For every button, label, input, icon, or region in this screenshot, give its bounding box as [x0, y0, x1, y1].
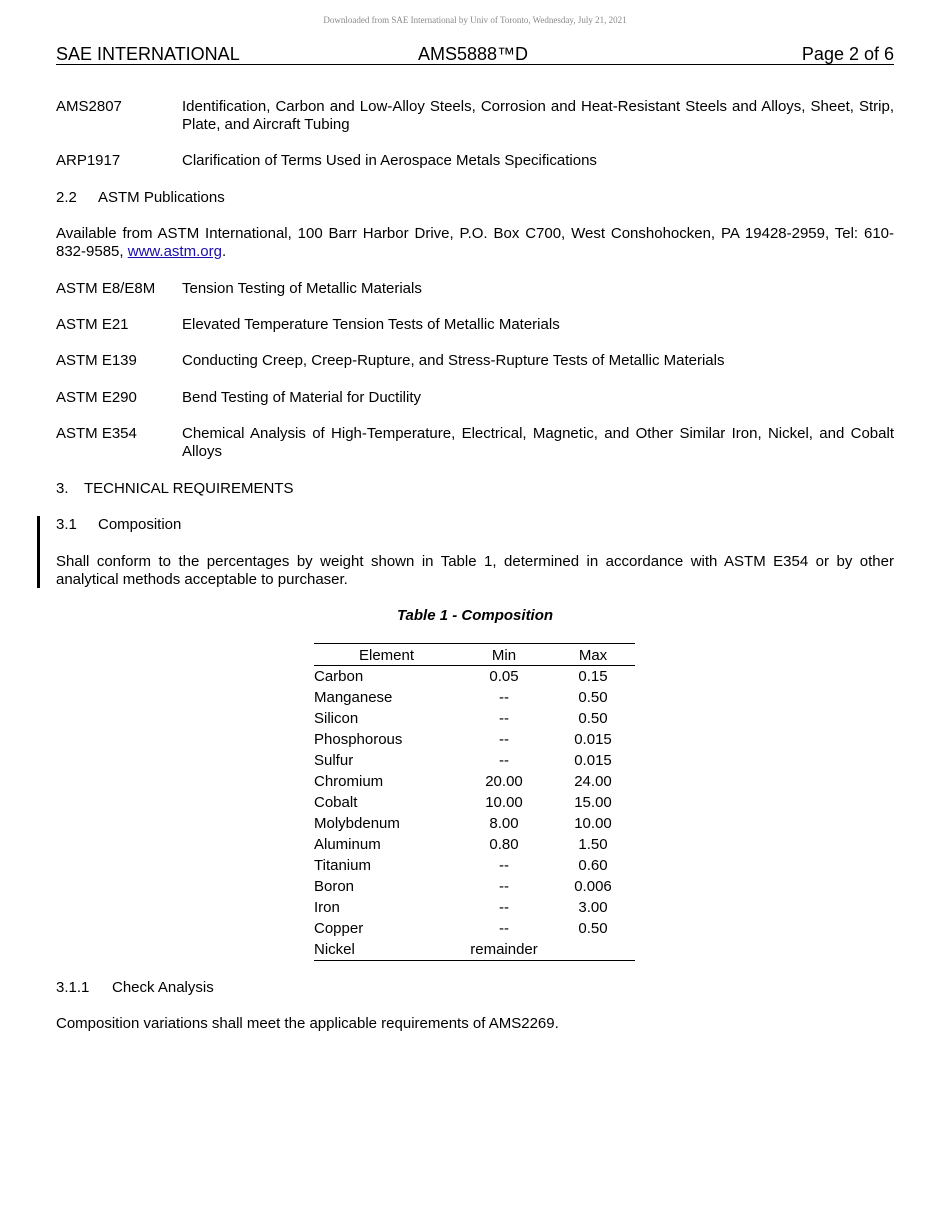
cell-max: 0.50 [578, 689, 608, 706]
table-row [314, 939, 635, 960]
ref-code: ASTM E139 [56, 352, 137, 369]
cell-min: -- [499, 689, 509, 706]
astm-website-link[interactable]: www.astm.org [127, 243, 222, 260]
table-row [314, 750, 635, 771]
cell-max: 0.60 [578, 857, 608, 874]
cell-min: -- [499, 920, 509, 937]
cell-min: -- [499, 752, 509, 769]
cell-element: Titanium [314, 857, 371, 874]
cell-max: 0.50 [578, 710, 608, 727]
ref-code: ARP1917 [56, 152, 121, 169]
table-row [314, 834, 635, 855]
table-header-row [314, 644, 635, 666]
table-caption: Table 1 - Composition [396, 607, 554, 624]
ref-description: Bend Testing of Material for Ductility [182, 389, 421, 406]
cell-min: 0.80 [489, 836, 519, 853]
cell-element: Aluminum [314, 836, 381, 853]
ref-description: Clarification of Terms Used in Aerospace Metals Specifications [182, 152, 597, 169]
cell-max: 1.50 [578, 836, 608, 853]
cell-element: Copper [314, 920, 364, 937]
cell-element: Iron [314, 899, 340, 916]
table-row [314, 918, 635, 939]
cell-min: remainder [470, 941, 538, 958]
section-number: 3. [56, 480, 69, 497]
header-max: Max [578, 647, 608, 664]
table-row [314, 792, 635, 813]
cell-max: 0.015 [574, 752, 612, 769]
table-row [314, 876, 635, 897]
ref-description: Chemical Analysis of High-Temperature, Electrical, Magnetic, and Other Similar Iron, Nickel, and Cobalt Alloys [182, 425, 894, 460]
table-row [314, 771, 635, 792]
cell-min: -- [499, 878, 509, 895]
cell-min: 10.00 [485, 794, 523, 811]
table-row [314, 687, 635, 708]
section-number: 2.2 [56, 189, 77, 206]
cell-min: -- [499, 899, 509, 916]
composition-paragraph: Shall conform to the percentages by weight shown in Table 1, determined in accordance with ASTM E354 or by other analytical methods acceptable to purchaser. [56, 553, 894, 588]
header-element: Element [358, 647, 415, 664]
cell-max: 10.00 [574, 815, 612, 832]
table-row [314, 897, 635, 918]
cell-max: 0.50 [578, 920, 608, 937]
ref-description: Conducting Creep, Creep-Rupture, and Stress-Rupture Tests of Metallic Materials [182, 352, 725, 369]
header-doc-number: AMS5888™D [418, 44, 529, 64]
cell-element: Silicon [314, 710, 359, 727]
header-min: Min [491, 647, 517, 664]
section-title: TECHNICAL REQUIREMENTS [84, 480, 294, 497]
cell-min: 20.00 [485, 773, 523, 790]
ref-code: AMS2807 [56, 98, 122, 115]
cell-element: Chromium [314, 773, 384, 790]
cell-element: Manganese [314, 689, 393, 706]
table-row [314, 855, 635, 876]
astm-availability [56, 225, 894, 261]
cell-min: -- [499, 731, 509, 748]
cell-element: Nickel [314, 941, 355, 958]
page-header [56, 44, 894, 65]
download-notice: Downloaded from SAE International by Univ of Toronto, Wednesday, July 21, 2021 [323, 15, 627, 25]
cell-max: 24.00 [574, 773, 612, 790]
ref-code: ASTM E21 [56, 316, 129, 333]
section-number: 3.1.1 [56, 979, 90, 996]
ref-description: Tension Testing of Metallic Materials [182, 280, 422, 297]
cell-max: 0.006 [574, 878, 612, 895]
cell-element: Carbon [314, 668, 364, 685]
section-title: Check Analysis [112, 979, 214, 996]
cell-max: 3.00 [578, 899, 608, 916]
header-page-number: Page 2 of 6 [801, 44, 894, 64]
section-title: ASTM Publications [98, 189, 225, 206]
cell-element: Molybdenum [314, 815, 400, 832]
ref-code: ASTM E8/E8M [56, 280, 156, 297]
revision-change-bar [37, 516, 40, 588]
ref-code: ASTM E354 [56, 425, 137, 442]
table-row [314, 666, 635, 687]
cell-element: Cobalt [314, 794, 358, 811]
section-number: 3.1 [56, 516, 77, 533]
composition-table [314, 643, 635, 961]
ref-description: Elevated Temperature Tension Tests of Metallic Materials [182, 316, 560, 333]
cell-element: Boron [314, 878, 355, 895]
table-row [314, 729, 635, 750]
availability-period: . [221, 243, 227, 260]
table-row [314, 708, 635, 729]
header-org: SAE INTERNATIONAL [56, 44, 240, 64]
cell-max: 15.00 [574, 794, 612, 811]
cell-max: 0.015 [574, 731, 612, 748]
cell-element: Phosphorous [314, 731, 403, 748]
section-title: Composition [98, 516, 182, 533]
check-analysis-paragraph: Composition variations shall meet the applicable requirements of AMS2269. [56, 1015, 559, 1032]
cell-max: 0.15 [578, 668, 608, 685]
ref-code: ASTM E290 [56, 389, 137, 406]
cell-min: -- [499, 857, 509, 874]
availability-text: Available from ASTM International, 100 Barr Harbor Drive, P.O. Box C700, West Conshohocken, PA 19428-2959, Tel: 610-832-9585, [56, 225, 894, 260]
ref-description: Identification, Carbon and Low-Alloy Steels, Corrosion and Heat-Resistant Steels and Alloys, Sheet, Strip, Plate, and Aircraft Tubing [182, 98, 894, 133]
cell-min: -- [499, 710, 509, 727]
cell-element: Sulfur [314, 752, 354, 769]
cell-min: 8.00 [489, 815, 519, 832]
table-row [314, 813, 635, 834]
cell-min: 0.05 [489, 668, 519, 685]
